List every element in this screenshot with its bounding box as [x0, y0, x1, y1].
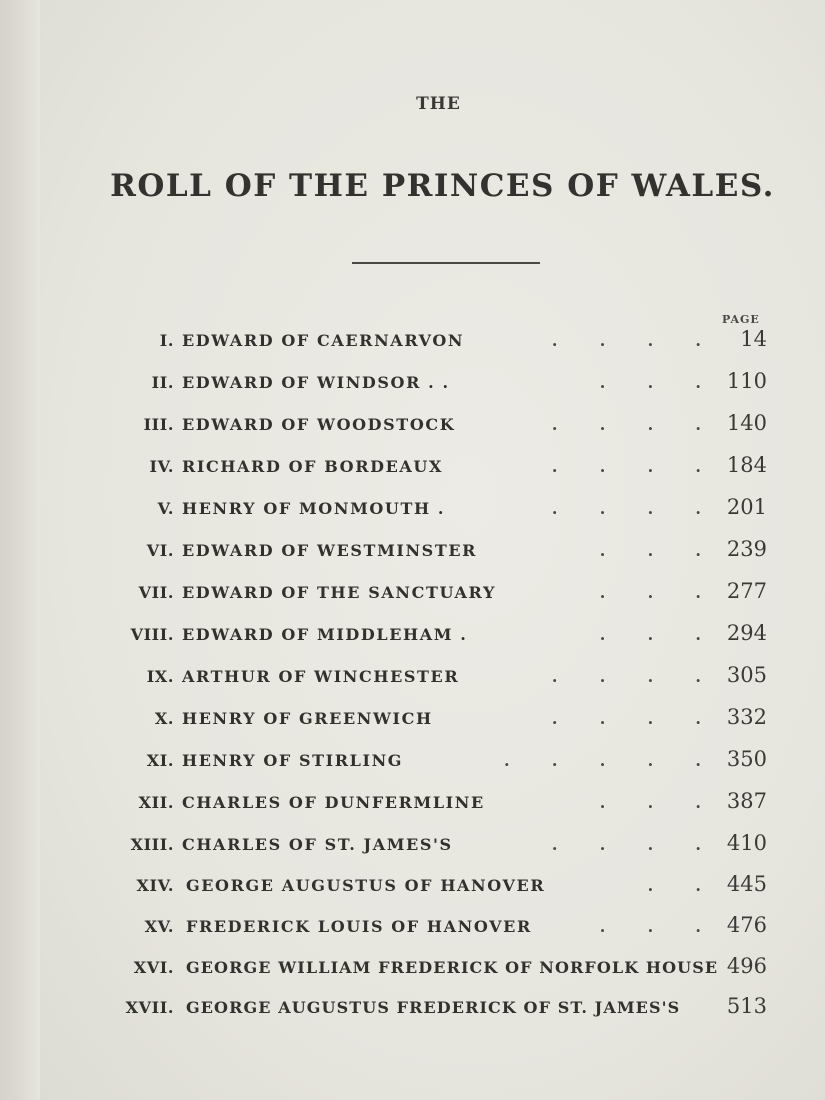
- leader-dots: . . . .: [551, 415, 705, 434]
- entry-name: EDWARD OF CAERNARVON: [182, 331, 465, 350]
- entry-page-number: 110: [726, 369, 767, 393]
- leader-dots: . .: [599, 876, 705, 895]
- entry-name: RICHARD OF BORDEAUX: [182, 457, 443, 476]
- toc-entry: [0, 369, 825, 403]
- entry-name: CHARLES OF ST. JAMES'S: [182, 835, 453, 854]
- entry-roman-numeral: VIII.: [130, 625, 174, 644]
- entry-page-number: 350: [726, 747, 767, 771]
- leader-dots: . . .: [571, 793, 705, 812]
- entry-roman-numeral: IV.: [149, 457, 174, 476]
- entry-name: HENRY OF GREENWICH: [182, 709, 433, 728]
- entry-roman-numeral: VII.: [138, 583, 174, 602]
- toc-entry: [0, 411, 825, 445]
- entry-name: GEORGE AUGUSTUS OF HANOVER: [186, 876, 546, 895]
- entry-roman-numeral: XI.: [146, 751, 174, 770]
- entry-page-number: 445: [726, 872, 767, 896]
- entry-roman-numeral: I.: [159, 331, 174, 350]
- toc-entry: [0, 747, 825, 781]
- entry-page-number: 410: [726, 831, 767, 855]
- leader-dots: . . . .: [551, 331, 705, 350]
- entry-page-number: 184: [726, 453, 767, 477]
- entry-roman-numeral: II.: [151, 373, 174, 392]
- toc-entry: [0, 495, 825, 529]
- entry-page-number: 305: [726, 663, 767, 687]
- entry-roman-numeral: III.: [143, 415, 174, 434]
- entry-page-number: 387: [726, 789, 767, 813]
- toc-entry: [0, 872, 825, 906]
- toc-entry: [0, 663, 825, 697]
- entry-roman-numeral: XIII.: [130, 835, 174, 854]
- toc-entry: [0, 954, 825, 988]
- entry-page-number: 496: [726, 954, 767, 978]
- entry-roman-numeral: XV.: [144, 917, 174, 936]
- entry-name: HENRY OF MONMOUTH .: [182, 499, 446, 518]
- entry-name: EDWARD OF THE SANCTUARY: [182, 583, 496, 602]
- entry-roman-numeral: VI.: [146, 541, 174, 560]
- entry-page-number: 294: [726, 621, 767, 645]
- entry-roman-numeral: XII.: [138, 793, 174, 812]
- leader-dots: . . . .: [551, 667, 705, 686]
- toc-entry: [0, 621, 825, 655]
- entry-roman-numeral: XVI.: [133, 958, 174, 977]
- entry-name: EDWARD OF WINDSOR . .: [182, 373, 450, 392]
- leader-dots: . . . .: [551, 835, 705, 854]
- toc-entry: [0, 579, 825, 613]
- leader-dots: . . . .: [551, 457, 705, 476]
- entry-roman-numeral: IX.: [146, 667, 174, 686]
- entry-page-number: 140: [726, 411, 767, 435]
- toc-entry: [0, 789, 825, 823]
- leader-dots: . . .: [571, 373, 705, 392]
- entry-roman-numeral: V.: [157, 499, 174, 518]
- entry-page-number: 476: [726, 913, 767, 937]
- leader-dots: . . . .: [551, 499, 705, 518]
- entry-page-number: 332: [726, 705, 767, 729]
- entry-name: EDWARD OF WESTMINSTER: [182, 541, 478, 560]
- leader-dots: . . .: [571, 583, 705, 602]
- toc-entry: [0, 327, 825, 361]
- entry-page-number: 14: [740, 327, 767, 351]
- entry-name: EDWARD OF WOODSTOCK: [182, 415, 456, 434]
- toc-entry: [0, 705, 825, 739]
- leader-dots: . . .: [571, 917, 705, 936]
- toc-entry: [0, 537, 825, 571]
- leader-dots: . . . . .: [504, 751, 705, 770]
- heading-the: THE: [416, 94, 461, 114]
- toc-entry: [0, 831, 825, 865]
- entry-name: EDWARD OF MIDDLEHAM .: [182, 625, 468, 644]
- entry-name: GEORGE WILLIAM FREDERICK OF NORFOLK HOUSE: [186, 958, 719, 977]
- page-title: ROLL OF THE PRINCES OF WALES.: [110, 168, 775, 204]
- entry-name: ARTHUR OF WINCHESTER: [182, 667, 460, 686]
- toc-entry: [0, 453, 825, 487]
- entry-roman-numeral: XVII.: [125, 998, 174, 1017]
- title-rule: [352, 262, 540, 264]
- leader-dots: . . .: [571, 625, 705, 644]
- entry-name: HENRY OF STIRLING: [182, 751, 404, 770]
- toc-entry: [0, 913, 825, 947]
- page-column-label: PAGE: [722, 313, 760, 326]
- entry-page-number: 513: [726, 994, 767, 1018]
- entry-roman-numeral: XIV.: [136, 876, 174, 895]
- entry-page-number: 277: [726, 579, 767, 603]
- entry-name: GEORGE AUGUSTUS FREDERICK OF ST. JAMES'S: [186, 998, 681, 1017]
- entry-name: CHARLES OF DUNFERMLINE: [182, 793, 485, 812]
- leader-dots: . . . .: [551, 709, 705, 728]
- entry-page-number: 239: [726, 537, 767, 561]
- leader-dots: . . .: [571, 541, 705, 560]
- entry-roman-numeral: X.: [154, 709, 174, 728]
- entry-name: FREDERICK LOUIS OF HANOVER: [186, 917, 532, 936]
- entry-page-number: 201: [726, 495, 767, 519]
- toc-entry: [0, 994, 825, 1028]
